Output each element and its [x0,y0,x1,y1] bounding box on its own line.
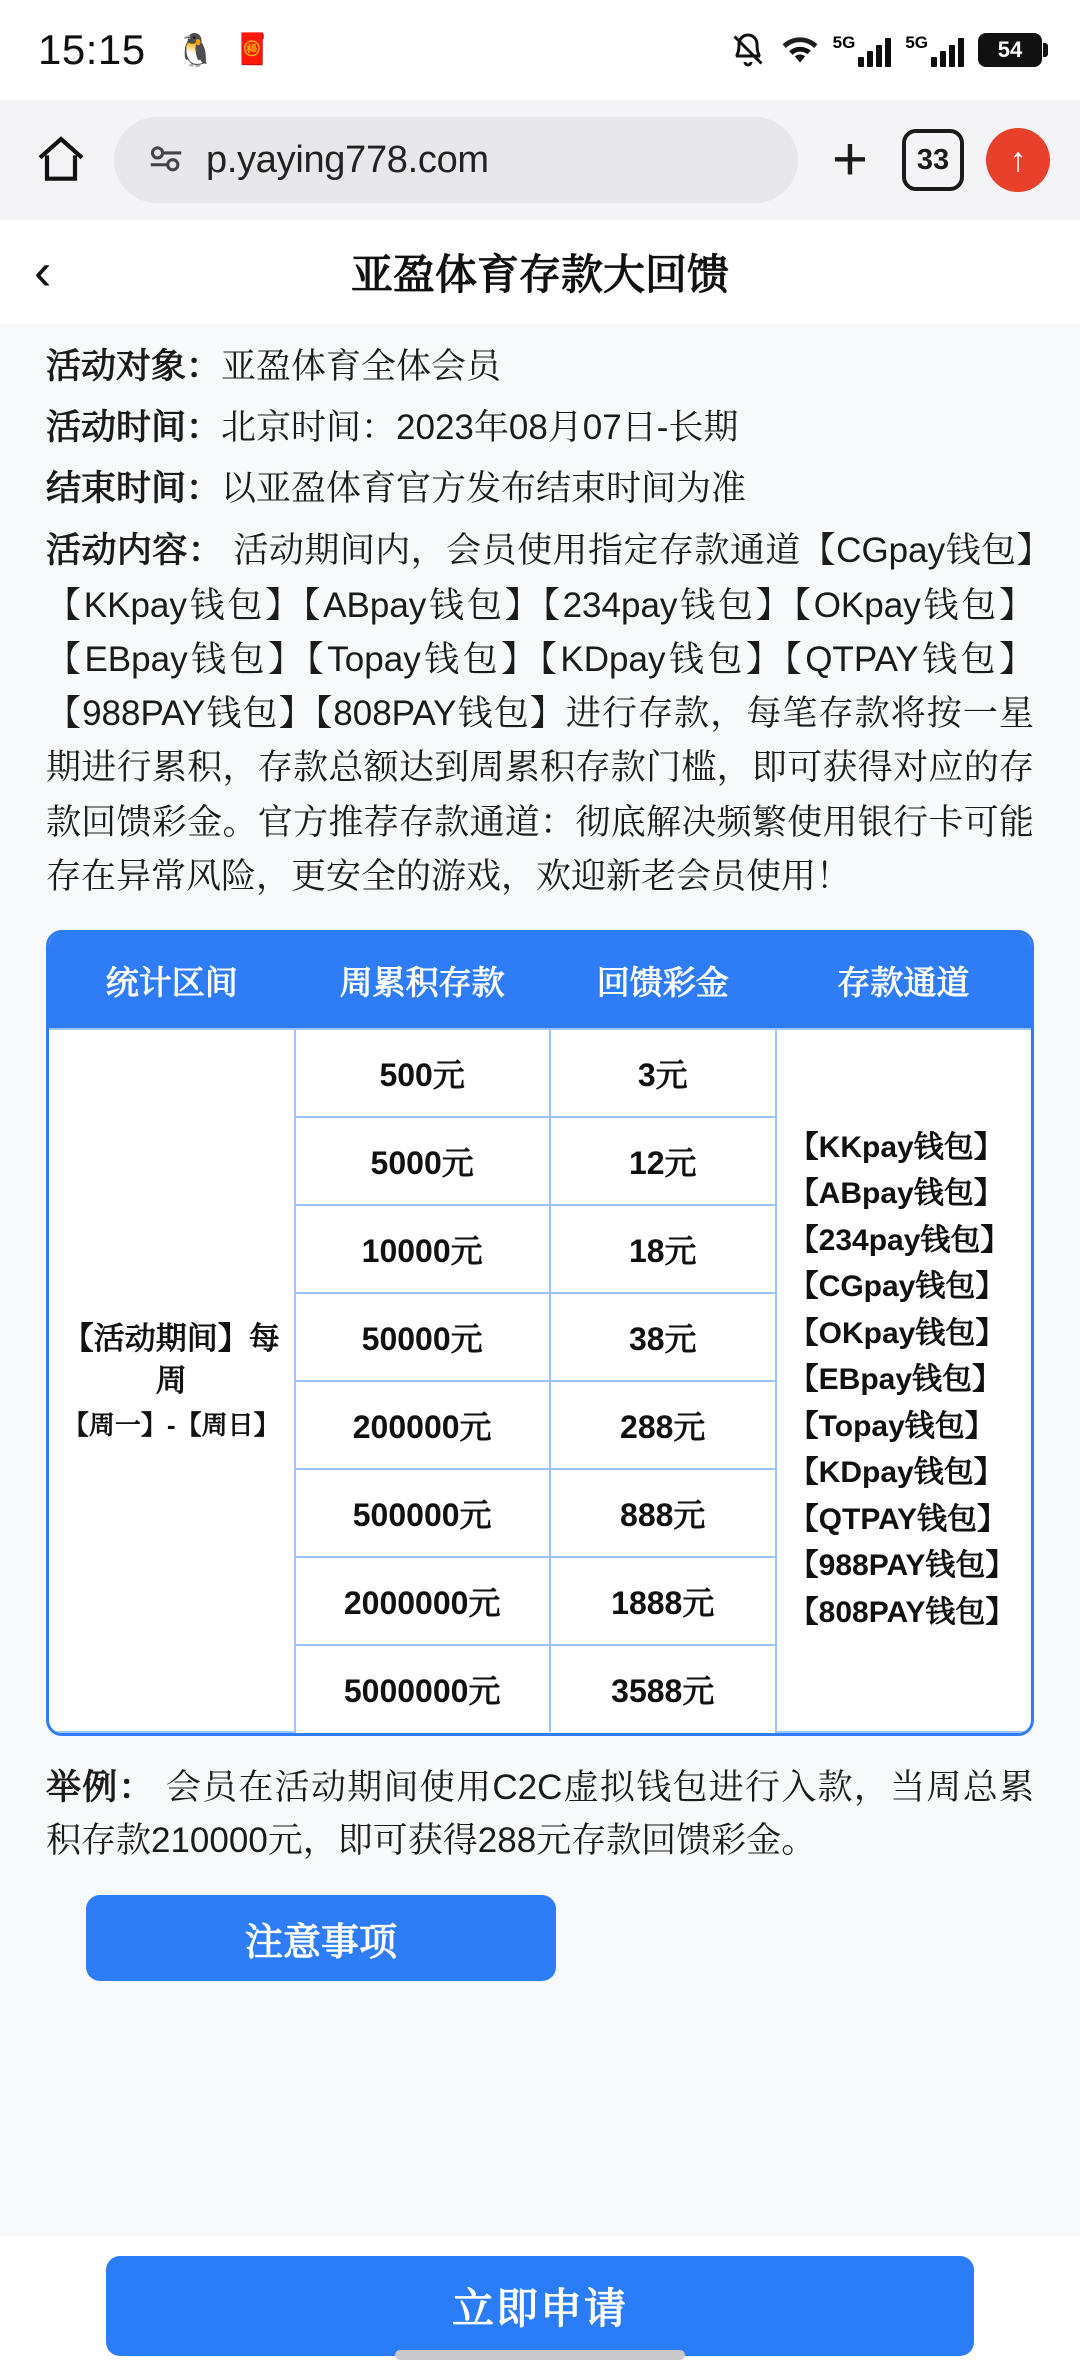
back-icon[interactable]: ‹ [34,243,52,301]
period-sub: 【周一】-【周日】 [62,1409,280,1440]
red-book-icon: 🧧 [233,33,271,66]
info-label: 结束时间： [46,468,222,508]
deposit-cell: 50000元 [295,1293,550,1381]
wifi-icon [781,31,819,69]
table-header-cell: 存款通道 [776,933,1031,1029]
notice-button[interactable]: 注意事项 [86,1895,556,1981]
info-row [46,342,1034,393]
bonus-cell: 1888元 [550,1557,776,1645]
page-title: 亚盈体育存款大回馈 [350,251,729,298]
apply-button[interactable]: 立即申请 [106,2256,974,2356]
info-value: 以亚盈体育官方发布结束时间为准 [221,468,747,508]
deposit-cell: 200000元 [295,1381,550,1469]
status-bar [0,0,1080,100]
signal-2-label: 5G [905,33,928,52]
browser-toolbar [0,100,1080,220]
bonus-cell: 38元 [550,1293,776,1381]
profile-avatar[interactable]: ↑ [986,128,1050,192]
info-value: 北京时间：2023年08月07日-长期 [221,407,739,447]
bell-mute-icon [729,31,767,69]
info-row [46,403,1034,454]
deposit-cell: 500元 [295,1029,550,1117]
deposit-cell: 500000元 [295,1469,550,1557]
bonus-cell: 3588元 [550,1645,776,1732]
table-header-row [49,933,1031,1029]
period-cell [49,1029,295,1732]
deposit-cell: 5000元 [295,1117,550,1205]
signal-2-bars [931,37,964,67]
bonus-cell: 12元 [550,1117,776,1205]
bonus-cell: 288元 [550,1381,776,1469]
bonus-cell: 18元 [550,1205,776,1293]
bonus-cell: 3元 [550,1029,776,1117]
home-indicator [395,2350,685,2360]
signal-1 [833,33,892,67]
bonus-table [46,930,1034,1736]
example-text-block [46,1762,1034,1867]
bottom-action-bar [0,2236,1080,2376]
home-icon[interactable] [30,129,92,191]
period-main: 【活动期间】每周 [62,1321,280,1398]
url-text: p.yaying778.com [206,138,489,181]
page-content [0,220,1080,2376]
signal-1-bars [858,37,891,67]
activity-content-label: 活动内容： [46,531,224,571]
new-tab-button[interactable]: + [831,125,869,194]
status-notification-icons [176,34,271,66]
battery-indicator: 54 [978,33,1042,67]
deposit-cell: 2000000元 [295,1557,550,1645]
address-bar[interactable] [114,117,798,203]
info-label: 活动对象： [46,347,222,386]
bonus-cell: 888元 [550,1469,776,1557]
promo-body [0,324,1080,1981]
table-row [49,1029,1031,1117]
deposit-cell: 10000元 [295,1205,550,1293]
signal-2 [905,33,964,67]
info-value: 亚盈体育全体会员 [221,347,502,386]
table-header-cell: 周累积存款 [295,933,550,1029]
example-text: 会员在活动期间使用C2C虚拟钱包进行入款，当周总累积存款210000元，即可获得288元存款回馈彩金。 [46,1768,1034,1860]
qq-icon: 🐧 [175,32,216,68]
table-header-cell: 统计区间 [49,933,295,1029]
status-clock: 15:15 [38,26,146,73]
channel-cell: 【KKpay钱包】【ABpay钱包】【234pay钱包】【CGpay钱包】【OKpay钱包】【EBpay钱包】【Topay钱包】【KDpay钱包】【QTPAY钱包】【988PAY钱包】【808PAY钱包】 [776,1029,1031,1732]
status-system-icons [729,31,1042,69]
info-row [46,464,1034,515]
deposit-cell: 5000000元 [295,1645,550,1732]
signal-1-label: 5G [832,33,856,52]
example-label: 举例： [46,1768,155,1807]
tab-switcher-button[interactable]: 33 [902,129,964,191]
page-header [0,220,1080,324]
site-settings-icon[interactable] [144,141,188,180]
activity-content [46,524,1034,904]
info-label: 活动时间： [46,407,222,447]
activity-content-text: 活动期间内，会员使用指定存款通道【CGpay钱包】【KKpay钱包】【ABpay钱包】【234pay钱包】【OKpay钱包】【EBpay钱包】【Topay钱包】【KDpay钱包】【QTPAY钱包】【988PAY钱包】【808PAY钱包】进行存款，每笔存款将按一星期进行累积，存款总额达到周累积存款门槛，即可获得对应的存款回馈彩金。官方推荐存款通道：彻底解决频繁使用银行卡可能存在异常风险，更安全的游戏，欢迎新老会员使用！ [46,531,1034,896]
table-header-cell: 回馈彩金 [550,933,776,1029]
